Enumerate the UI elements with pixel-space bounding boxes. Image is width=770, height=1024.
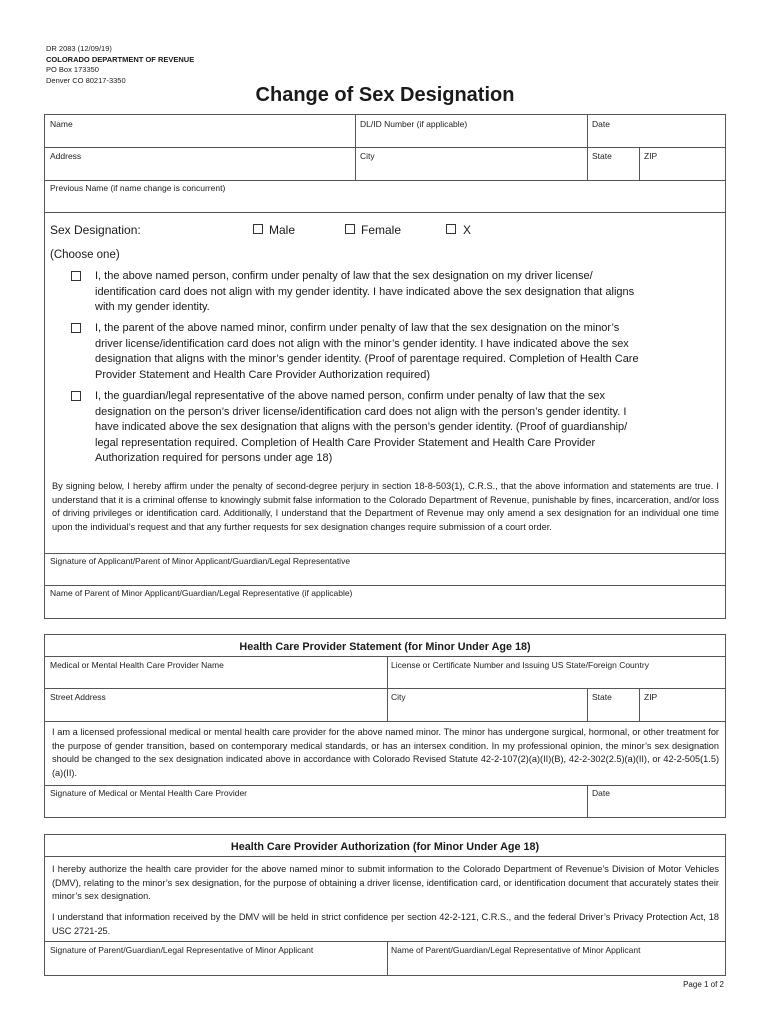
license-number-field[interactable]: License or Certificate Number and Issuing US State/Foreign Country bbox=[391, 660, 649, 670]
name-field[interactable]: Name bbox=[50, 119, 73, 129]
option-guardian-text: I, the guardian/legal representative of the above named person, confirm under penalty of law that the sex designation on the person’s driver license/identification card does not align with the person’s gender identity. I have indicated above the sex designation that aligns with the person’s gender identity. (Proof of guardianship/ legal representation required. Completion of Health Care Provider Statement and Health Care Provider Authorization required for persons under age 18) bbox=[95, 390, 628, 464]
city-zip: Denver CO 80217-3350 bbox=[46, 75, 126, 85]
female-label: Female bbox=[361, 223, 402, 237]
option-parent-checkbox[interactable] bbox=[71, 323, 81, 333]
sex-designation-label: Sex Designation: bbox=[50, 223, 141, 237]
parent-name-field[interactable]: Name of Parent of Minor Applicant/Guardian/Legal Representative (if applicable) bbox=[50, 588, 353, 598]
provider-date-field[interactable]: Date bbox=[592, 788, 610, 798]
authorization-heading: Health Care Provider Authorization (for Minor Under Age 18) bbox=[230, 841, 540, 853]
provider-statement-text: I am a licensed professional medical or mental health care provider for the above named minor. The minor has undergone surgical, hormonal, or other treatment for the purpose of gender transition, based on contemporary medical standards, or has an intersex condition. In my professional opinion, the minor’s sex designation should be changed to the sex designation indicated above in accordance with Colorado Revised Statute 42-2-107(2)(a)(II)(B), 42-2-302(2.5)(a)(II), or 42-2-505(1.5)(a)(II). bbox=[52, 727, 719, 778]
provider-city-field[interactable]: City bbox=[391, 692, 406, 702]
choose-one-label: (Choose one) bbox=[50, 249, 120, 261]
affirmation-text: By signing below, I hereby affirm under the penalty of second-degree perjury in section 18-8-503(1), C.R.S., that the above information and statements are true. I understand that it is a criminal offense to knowingly submit false information to the Colorado Department of Revenue, punishable by fines, incarceration, and/or loss of driving privileges or identification card. Additionally, I understand that the Department of Revenue may only amend a sex designation for an individual one time upon the individual’s request and that any further requests for sex designation changes require submission of a court order. bbox=[52, 481, 719, 532]
authorization-paragraph-2: I understand that information received by the DMV will be held in strict confidence per section 42-2-121, C.R.S., and the federal Driver’s Privacy Protection Act, 18 USC 2721-25. bbox=[52, 912, 719, 936]
date-field[interactable]: Date bbox=[592, 119, 610, 129]
state-field[interactable]: State bbox=[592, 151, 612, 161]
address-field[interactable]: Address bbox=[50, 151, 82, 161]
po-box: PO Box 173350 bbox=[46, 65, 99, 74]
female-checkbox[interactable] bbox=[345, 224, 355, 234]
previous-name-field[interactable]: Previous Name (if name change is concurrent) bbox=[50, 183, 226, 193]
zip-field[interactable]: ZIP bbox=[644, 151, 658, 161]
guardian-name-field[interactable]: Name of Parent/Guardian/Legal Representative of Minor Applicant bbox=[391, 945, 641, 955]
dlid-field[interactable]: DL/ID Number (if applicable) bbox=[360, 119, 468, 129]
applicant-section bbox=[44, 114, 726, 619]
provider-statement-section bbox=[44, 634, 726, 818]
option-guardian-checkbox[interactable] bbox=[71, 391, 81, 401]
x-label: X bbox=[463, 223, 472, 237]
provider-zip-field[interactable]: ZIP bbox=[644, 692, 658, 702]
applicant-signature-field[interactable]: Signature of Applicant/Parent of Minor Applicant/Guardian/Legal Representative bbox=[50, 556, 351, 566]
form-header bbox=[46, 44, 194, 86]
male-label: Male bbox=[269, 223, 296, 237]
male-checkbox[interactable] bbox=[253, 224, 263, 234]
provider-statement-heading: Health Care Provider Statement (for Minor Under Age 18) bbox=[239, 641, 531, 653]
option-parent-text: I, the parent of the above named minor, confirm under penalty of law that the sex designation on the minor’s driver license/identification card does not align with the minor’s gender identity. I have indicated above the sex designation that aligns with the minor’s gender identity. (Proof of parentage required. Completion of Health Care Provider Statement and Health Care Provider Authorization required) bbox=[95, 322, 639, 381]
city-field[interactable]: City bbox=[360, 151, 375, 161]
provider-name-field[interactable]: Medical or Mental Health Care Provider Name bbox=[50, 660, 224, 670]
department-name: COLORADO DEPARTMENT OF REVENUE bbox=[46, 54, 195, 64]
provider-authorization-section bbox=[44, 834, 726, 976]
page-number: Page 1 of 2 bbox=[683, 980, 724, 989]
x-checkbox[interactable] bbox=[446, 224, 456, 234]
provider-signature-field[interactable]: Signature of Medical or Mental Health Care Provider bbox=[50, 788, 248, 798]
provider-state-field[interactable]: State bbox=[592, 692, 612, 702]
authorization-paragraph-1: I hereby authorize the health care provider for the above named minor to submit information to the Colorado Department of Revenue’s Division of Motor Vehicles (DMV), relating to the minor’s sex designation, for the purpose of obtaining a driver license, identification card, or identification document that accurately states their minor’s sex designation. bbox=[52, 864, 719, 902]
form-number: DR 2083 (12/09/19) bbox=[46, 44, 112, 53]
page-title: Change of Sex Designation bbox=[255, 84, 515, 106]
option-self-text: I, the above named person, confirm under penalty of law that the sex designation on my driver license/ identification card does not align with my gender identity. I have indicated above the sex designation that aligns with my gender identity. bbox=[95, 270, 635, 313]
provider-street-field[interactable]: Street Address bbox=[50, 692, 106, 702]
option-self-checkbox[interactable] bbox=[71, 271, 81, 281]
guardian-signature-field[interactable]: Signature of Parent/Guardian/Legal Representative of Minor Applicant bbox=[50, 945, 314, 955]
